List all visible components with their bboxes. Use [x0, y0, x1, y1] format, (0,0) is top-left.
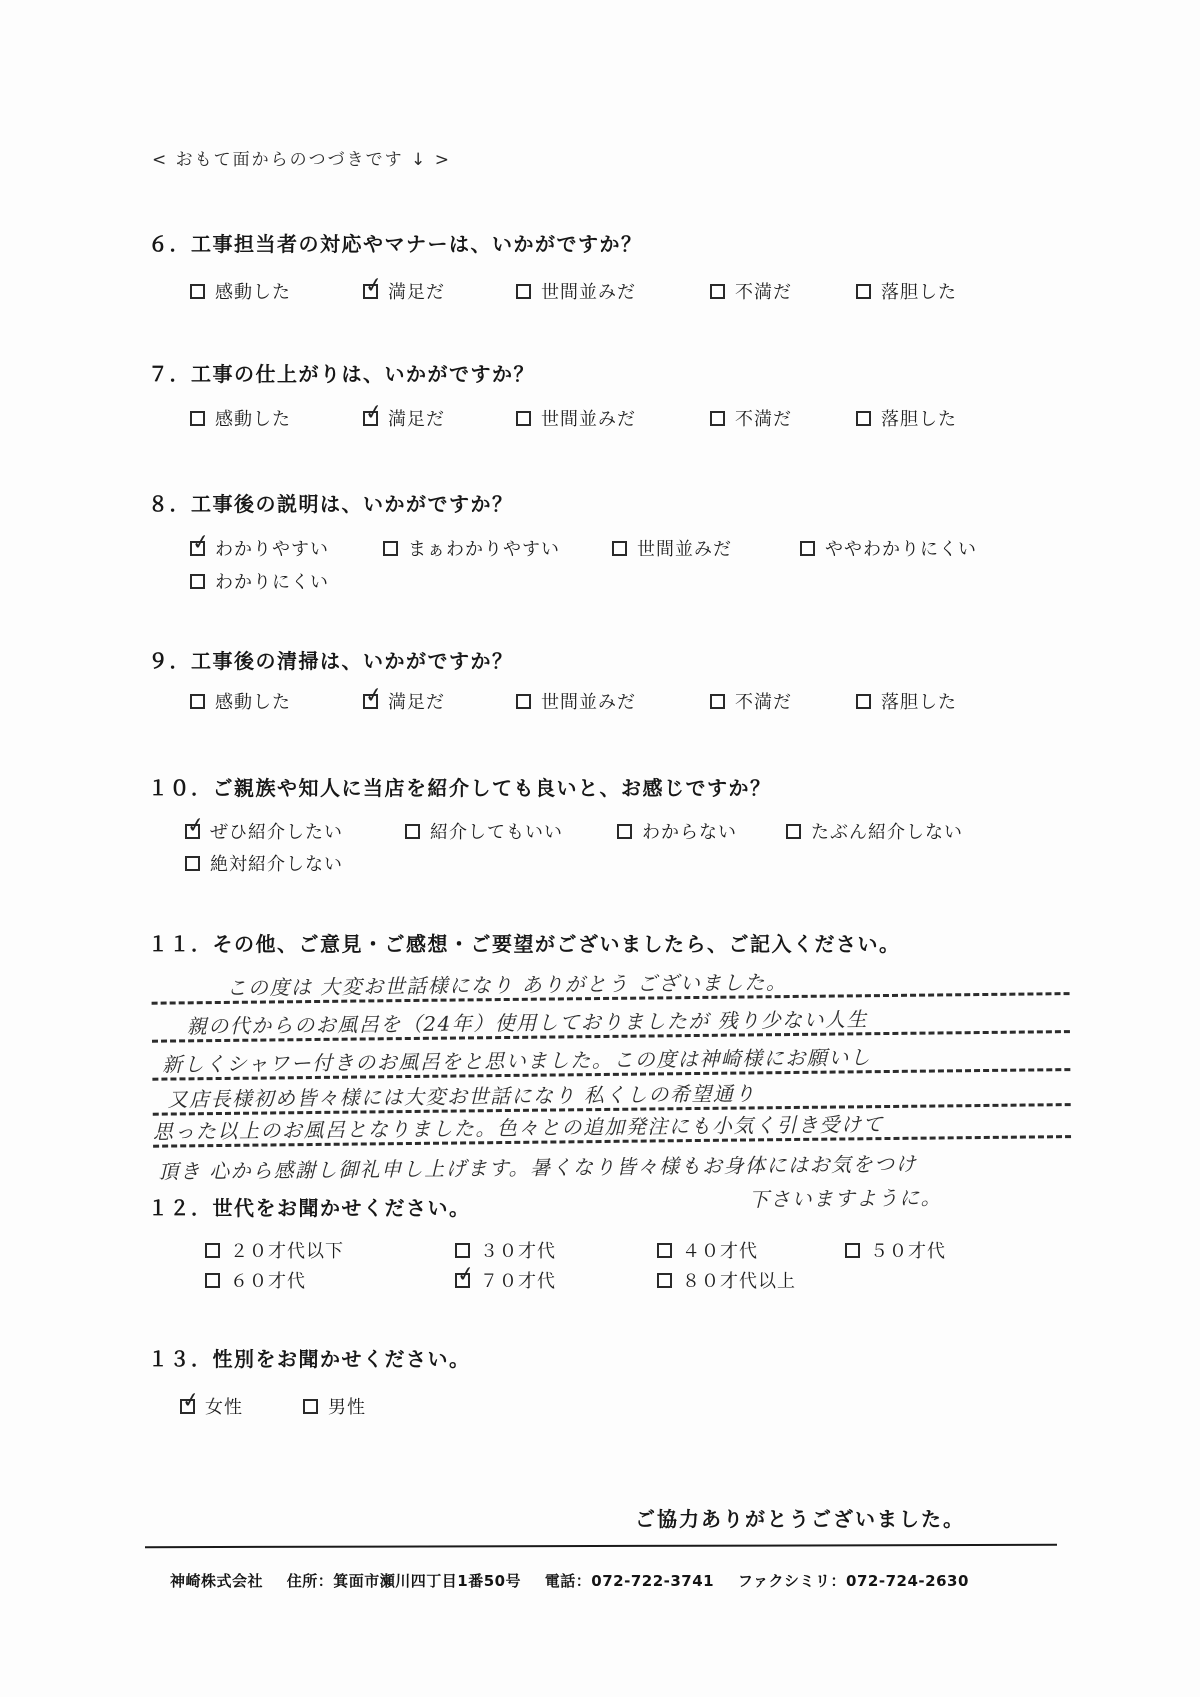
option-label: わかりやすい [215, 539, 329, 560]
question-6-title: ６．工事担当者の対応やマナーは、いかがですか？ [148, 232, 643, 256]
checkbox [180, 1386, 203, 1414]
option-label: 男性 [328, 1397, 366, 1418]
option-label: わかりにくい [215, 572, 329, 593]
checkbox [205, 1273, 220, 1288]
q8-option-3 [612, 535, 732, 561]
option-label: 不満だ [735, 282, 792, 303]
handwritten-line: 下さいますように。 [748, 1185, 943, 1212]
checkbox [856, 284, 871, 299]
footer-phone: 電話：072-722-3741 [544, 1572, 715, 1590]
q10-option-2 [405, 818, 563, 844]
check-icon: ✓ [363, 271, 386, 298]
q6-option-2 [363, 271, 445, 304]
checkbox [455, 1243, 470, 1258]
checkbox [190, 574, 205, 589]
checkbox [455, 1260, 478, 1288]
q6-option-3 [516, 278, 636, 304]
option-label: 満足だ [388, 282, 445, 303]
q10-option-3 [617, 818, 737, 844]
q7-option-5 [856, 405, 957, 431]
q8-option-1 [190, 528, 329, 561]
checkbox [516, 411, 531, 426]
checkbox [617, 824, 632, 839]
checkbox [363, 271, 386, 299]
option-label: 感動した [215, 282, 291, 303]
check-icon: ✓ [190, 528, 213, 555]
option-label: 落胆した [881, 282, 957, 303]
q9-option-5 [856, 688, 957, 714]
check-icon: ✓ [455, 1260, 478, 1287]
handwritten-line: 親の代からのお風呂を（24年）使用しておりましたが 残り少ない人生 [152, 995, 1070, 1043]
q6-option-1 [190, 278, 291, 304]
option-label: 落胆した [881, 409, 957, 430]
checkbox [710, 411, 725, 426]
q6-option-5 [856, 278, 957, 304]
checkbox [303, 1399, 318, 1414]
checkbox [363, 681, 386, 709]
footer-address: 住所：箕面市瀬川四丁目1番50号 [286, 1572, 522, 1590]
option-label: 世間並みだ [637, 539, 732, 560]
q7-option-1 [190, 405, 291, 431]
checkbox [405, 824, 420, 839]
option-label: 世間並みだ [541, 282, 636, 303]
checkbox [383, 541, 398, 556]
checkbox [190, 411, 205, 426]
option-label: 感動した [215, 409, 291, 430]
question-10-title: １０．ご親族や知人に当店を紹介しても良いと、お感じですか？ [148, 776, 772, 800]
q12-option-4 [845, 1237, 946, 1263]
option-label: ２０才代以下 [230, 1241, 344, 1262]
option-label: ４０才代 [682, 1241, 758, 1262]
q9-option-4 [710, 688, 792, 714]
option-label: 感動した [215, 692, 291, 713]
q9-option-3 [516, 688, 636, 714]
footer-divider [145, 1544, 1057, 1548]
handwritten-line: 頂き 心から感謝し御礼申し上げます。暑くなり皆々様もお身体にはお気をつけ [158, 1151, 918, 1184]
option-label: たぶん紹介しない [811, 822, 963, 843]
option-label: ８０才代以上 [682, 1271, 796, 1292]
q12-option-3 [657, 1237, 758, 1263]
q9-option-2 [363, 681, 445, 714]
checkbox [516, 284, 531, 299]
check-icon: ✓ [180, 1386, 203, 1413]
option-label: ７０才代 [480, 1271, 556, 1292]
q10-option-1 [185, 811, 343, 844]
q13-option-2 [303, 1393, 366, 1419]
checkbox [190, 284, 205, 299]
checkbox [800, 541, 815, 556]
handwritten-line: 又店長様初め皆々様には大変お世話になり 私くしの希望通り [152, 1068, 1070, 1116]
checkbox [710, 284, 725, 299]
checkbox [657, 1243, 672, 1258]
q8-option-2 [383, 535, 560, 561]
checkbox [657, 1273, 672, 1288]
check-icon: ✓ [363, 398, 386, 425]
q10-option-4 [786, 818, 963, 844]
option-label: まぁわかりやすい [408, 539, 560, 560]
q7-option-4 [710, 405, 792, 431]
checkbox [205, 1243, 220, 1258]
q9-option-1 [190, 688, 291, 714]
checkbox [786, 824, 801, 839]
q12-option-6 [455, 1260, 556, 1293]
checkbox [845, 1243, 860, 1258]
q12-option-5 [205, 1267, 306, 1293]
footer-company: 神崎株式会社 [170, 1572, 264, 1590]
thanks-message: ご協力ありがとうございました。 [635, 1507, 965, 1531]
q6-option-4 [710, 278, 792, 304]
option-label: 紹介してもいい [430, 822, 563, 843]
option-label: 不満だ [735, 692, 792, 713]
checkbox [856, 694, 871, 709]
option-label: ６０才代 [230, 1271, 306, 1292]
q8-option-5 [190, 568, 329, 594]
option-label: ３０才代 [480, 1241, 556, 1262]
q12-option-2 [455, 1237, 556, 1263]
option-label: ぜひ紹介したい [210, 822, 343, 843]
question-9-title: ９．工事後の清掃は、いかがですか？ [148, 649, 514, 673]
question-12-title: １２．世代をお聞かせください。 [148, 1196, 471, 1220]
handwritten-line: この度は 大変お世話様になり ありがとう ございました。 [151, 957, 1069, 1005]
q7-option-2 [363, 398, 445, 431]
option-label: ５０才代 [870, 1241, 946, 1262]
option-label: 不満だ [735, 409, 792, 430]
q10-option-5 [185, 850, 343, 876]
option-label: 世間並みだ [541, 692, 636, 713]
question-13-title: １３．性別をお聞かせください。 [148, 1347, 471, 1371]
continuation-note: < おもて面からのつづきです ↓ > [152, 150, 451, 170]
q7-option-3 [516, 405, 636, 431]
question-11-title: １１．その他、ご意見・ご感想・ご要望がございましたら、ご記入ください。 [148, 932, 901, 956]
question-7-title: ７．工事の仕上がりは、いかがですか？ [148, 362, 535, 386]
checkbox [190, 694, 205, 709]
check-icon: ✓ [185, 811, 208, 838]
handwritten-line: 思った以上のお風呂となりました。色々との追加発注にも小気く引き受けて [153, 1100, 1071, 1148]
q8-option-4 [800, 535, 977, 561]
option-label: 世間並みだ [541, 409, 636, 430]
q12-option-1 [205, 1237, 344, 1263]
checkbox [185, 811, 208, 839]
option-label: わからない [642, 822, 737, 843]
checkbox [612, 541, 627, 556]
option-label: 女性 [205, 1397, 243, 1418]
checkbox [185, 856, 200, 871]
checkbox [190, 528, 213, 556]
footer-info [170, 1570, 1130, 1591]
option-label: 満足だ [388, 409, 445, 430]
option-label: 満足だ [388, 692, 445, 713]
checkbox [710, 694, 725, 709]
checkbox [856, 411, 871, 426]
checkbox [363, 398, 386, 426]
q13-option-1 [180, 1386, 243, 1419]
checkbox [516, 694, 531, 709]
check-icon: ✓ [363, 681, 386, 708]
option-label: 絶対紹介しない [210, 854, 343, 875]
option-label: ややわかりにくい [825, 539, 977, 560]
handwritten-line: 新しくシャワー付きのお風呂をと思いました。この度は神崎様にお願いし [152, 1033, 1070, 1081]
question-8-title: ８．工事後の説明は、いかがですか？ [148, 492, 514, 516]
q12-option-7 [657, 1267, 796, 1293]
option-label: 落胆した [881, 692, 957, 713]
footer-fax: ファクシミリ：072-724-2630 [737, 1572, 969, 1590]
